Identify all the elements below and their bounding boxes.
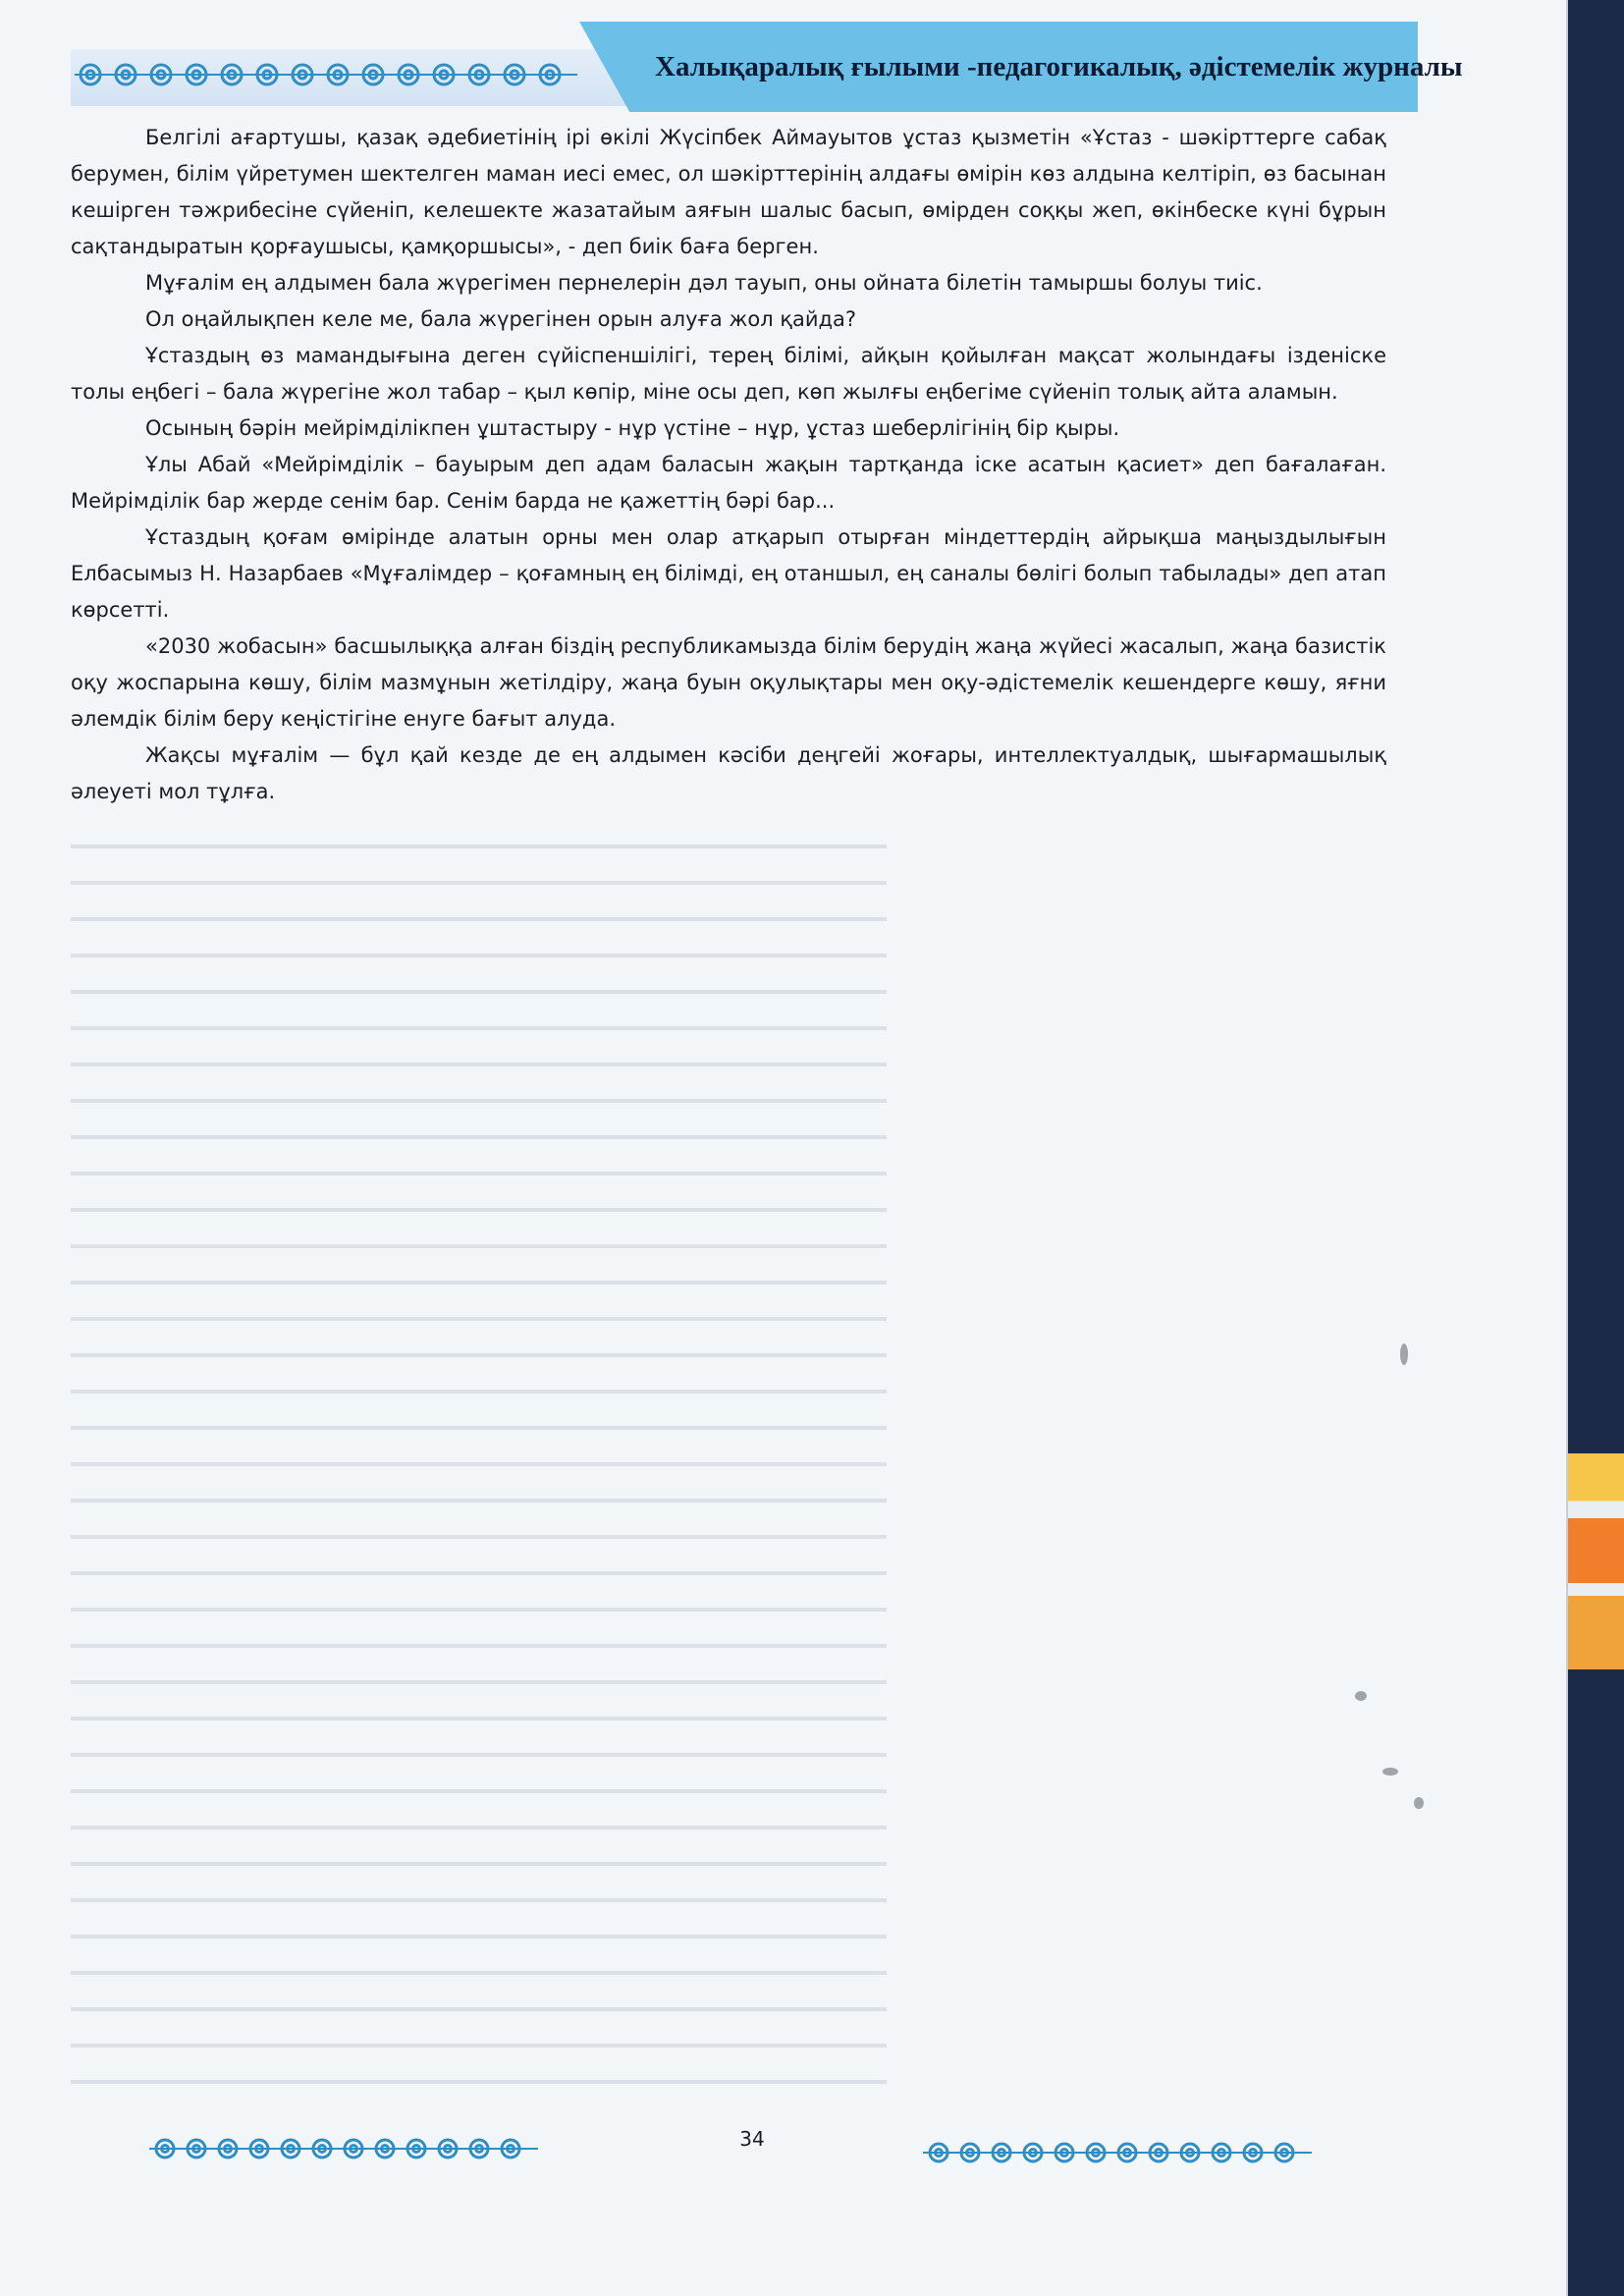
- journal-title: Халықаралық ғылыми -педагогикалық, әдістемелік журналы: [655, 51, 1463, 82]
- scan-smudge: [1355, 1691, 1367, 1701]
- article-body: [71, 120, 1386, 810]
- paragraph: Ұстаздың қоғам өмірінде алатын орны мен олар атқарып отырған міндеттердің айрықша маңыздылығын Елбасымыз Н. Назарбаев «Мұғалімдер – қоғамның ең білімді, ең отаншыл, ең саналы бөлігі болып табылады» деп атап көрсетті.: [71, 525, 1386, 622]
- footer-ornament-left: [147, 2131, 540, 2166]
- paragraph: Белгілі ағартушы, қазақ әдебиетінің ірі өкілі Жүсіпбек Аймауытов ұстаз қызметін «Ұстаз - шәкірттерге сабақ берумен, білім үйретумен шектелген маман иесі емес, ол шәкірттерінің алдағы өмірін көз алдына келтіріп, өз басынан кешірген тәжрибесіне сүйеніп, келешекте жазатайым аяғын шалыс басып, өмірден соққы жеп, өкінбеске күні бұрын сақтандыратын қорғаушысы, қамқоршысы», - деп биік баға берген.: [71, 126, 1386, 258]
- paragraph: Осының бәрін мейрімділікпен ұштастыру - нұр үстіне – нұр, ұстаз шеберлігінің бір қыры.: [145, 416, 1120, 440]
- paragraph: Ұлы Абай «Мейрімділік – бауырым деп адам баласын жақын тартқанда іске асатын қасиет» деп бағалаған. Мейрімділік бар жерде сенім бар. Сенім барда не қажеттің бәрі бар...: [71, 453, 1386, 513]
- paragraph: Мұғалім ең алдымен бала жүрегімен пернелерін дәл тауып, оны ойната білетін тамыршы болуы тиіс.: [145, 271, 1263, 295]
- paragraph: Ұстаздың өз мамандығына деген сүйіспеншілігі, терең білімі, айқын қойылған мақсат жолындағы ізденіске толы еңбегі – бала жүрегіне жол табар – қыл көпір, міне осы деп, көп жылғы еңбегіме сүйеніп толық айта аламын.: [71, 344, 1386, 404]
- binding-edge: [1568, 0, 1624, 2296]
- paragraph: Ол оңайлықпен келе ме, бала жүрегінен орын алуға жол қайда?: [145, 307, 857, 331]
- header-ornament: [71, 55, 581, 94]
- scan-smudge: [1400, 1343, 1408, 1365]
- scan-smudge: [1414, 1797, 1424, 1809]
- footer-ornament-right: [921, 2135, 1314, 2170]
- page-number: 34: [739, 2127, 765, 2151]
- page-header: [71, 22, 1463, 112]
- binding-color-stripes: [1568, 1453, 1624, 1669]
- bleed-through-text: [71, 825, 1386, 2092]
- paragraph: Жақсы мұғалім — бұл қай кезде де ең алдымен кәсіби деңгейі жоғары, интеллектуалдық, шығармашылық әлеуеті мол тұлға.: [71, 743, 1386, 803]
- scan-smudge: [1382, 1768, 1398, 1776]
- paragraph: «2030 жобасын» басшылыққа алған біздің республикамызда білім берудің жаңа жүйесі жасалып, жаңа базистік оқу жоспарына көшу, білім мазмұнын жетілдіру, жаңа буын оқулықтары мен оқу-әдістемелік кешендерге көшу, яғни әлемдік білім беру кеңістігіне енуге бағыт алуда.: [71, 634, 1386, 731]
